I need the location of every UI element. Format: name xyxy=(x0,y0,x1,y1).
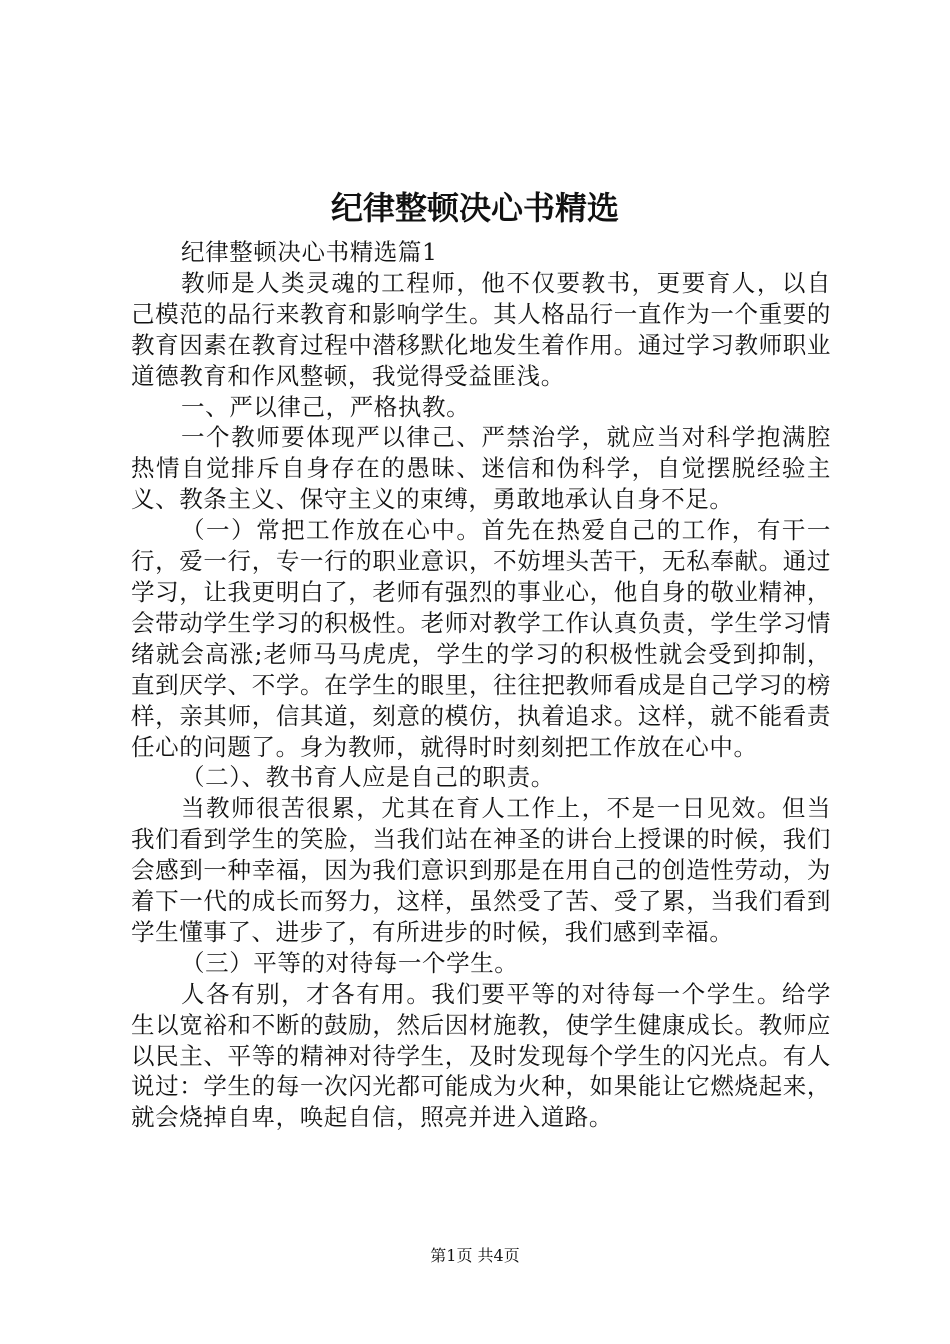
section-heading: 纪律整顿决心书精选篇1 xyxy=(181,238,438,266)
document-title: 纪律整顿决心书精选 xyxy=(330,189,619,227)
body-paragraph: （一）常把工作放在心中。首先在热爱自己的工作，有干一行，爱一行，专一行的职业意识，不妨埋头苦干，无私奉献。通过学习，让我更明白了，老师有强烈的事业心，他自身的敬业精神，会带动学生学习的积极性。老师对教学工作认真负责，学生学习情绪就会高涨;老师马马虎虎，学生的学习的积极性就会受到抑制，直到厌学、不学。在学生的眼里，往往把教师看成是自己学习的榜样，亲其师，信其道，刻意的模仿，执着追求。这样，就不能看责任心的问题了。身为教师，就得时时刻刻把工作放在心中。 xyxy=(131,516,831,761)
subsection-heading: （二）、教书育人应是自己的职责。 xyxy=(181,763,555,792)
page-footer xyxy=(0,1245,950,1267)
subsection-heading: （三）平等的对待每一个学生。 xyxy=(181,948,519,977)
page-indicator: 第1页 共4页 xyxy=(430,1246,520,1265)
body-paragraph: 教师是人类灵魂的工程师，他不仅要教书，更要育人，以自己模范的品行来教育和影响学生。其人格品行一直作为一个重要的教育因素在教育过程中潜移默化地发生着作用。通过学习教师职业道德教育和作风整顿，我觉得受益匪浅。 xyxy=(131,268,831,390)
body-paragraph: 一个教师要体现严以律己、严禁治学，就应当对科学抱满腔热情自觉排斥自身存在的愚昧、迷信和伪科学，自觉摆脱经验主义、教条主义、保守主义的束缚，勇敢地承认自身不足。 xyxy=(131,423,831,514)
document-body xyxy=(131,237,831,1133)
body-paragraph: 当教师很苦很累，尤其在育人工作上，不是一日见效。但当我们看到学生的笑脸，当我们站在神圣的讲台上授课的时候，我们会感到一种幸福，因为我们意识到那是在用自己的创造性劳动，为着下一代的成长而努力，这样，虽然受了苦、受了累，当我们看到学生懂事了、进步了，有所进步的时候，我们感到幸福。 xyxy=(131,794,831,946)
body-paragraph: 人各有别，才各有用。我们要平等的对待每一个学生。给学生以宽裕和不断的鼓励，然后因材施教，使学生健康成长。教师应以民主、平等的精神对待学生，及时发现每个学生的闪光点。有人说过：学生的每一次闪光都可能成为火种，如果能让它燃烧起来，就会烧掉自卑，唤起自信，照亮并进入道路。 xyxy=(131,979,831,1132)
subsection-heading: 一、严以律己，严格执教。 xyxy=(181,392,471,421)
